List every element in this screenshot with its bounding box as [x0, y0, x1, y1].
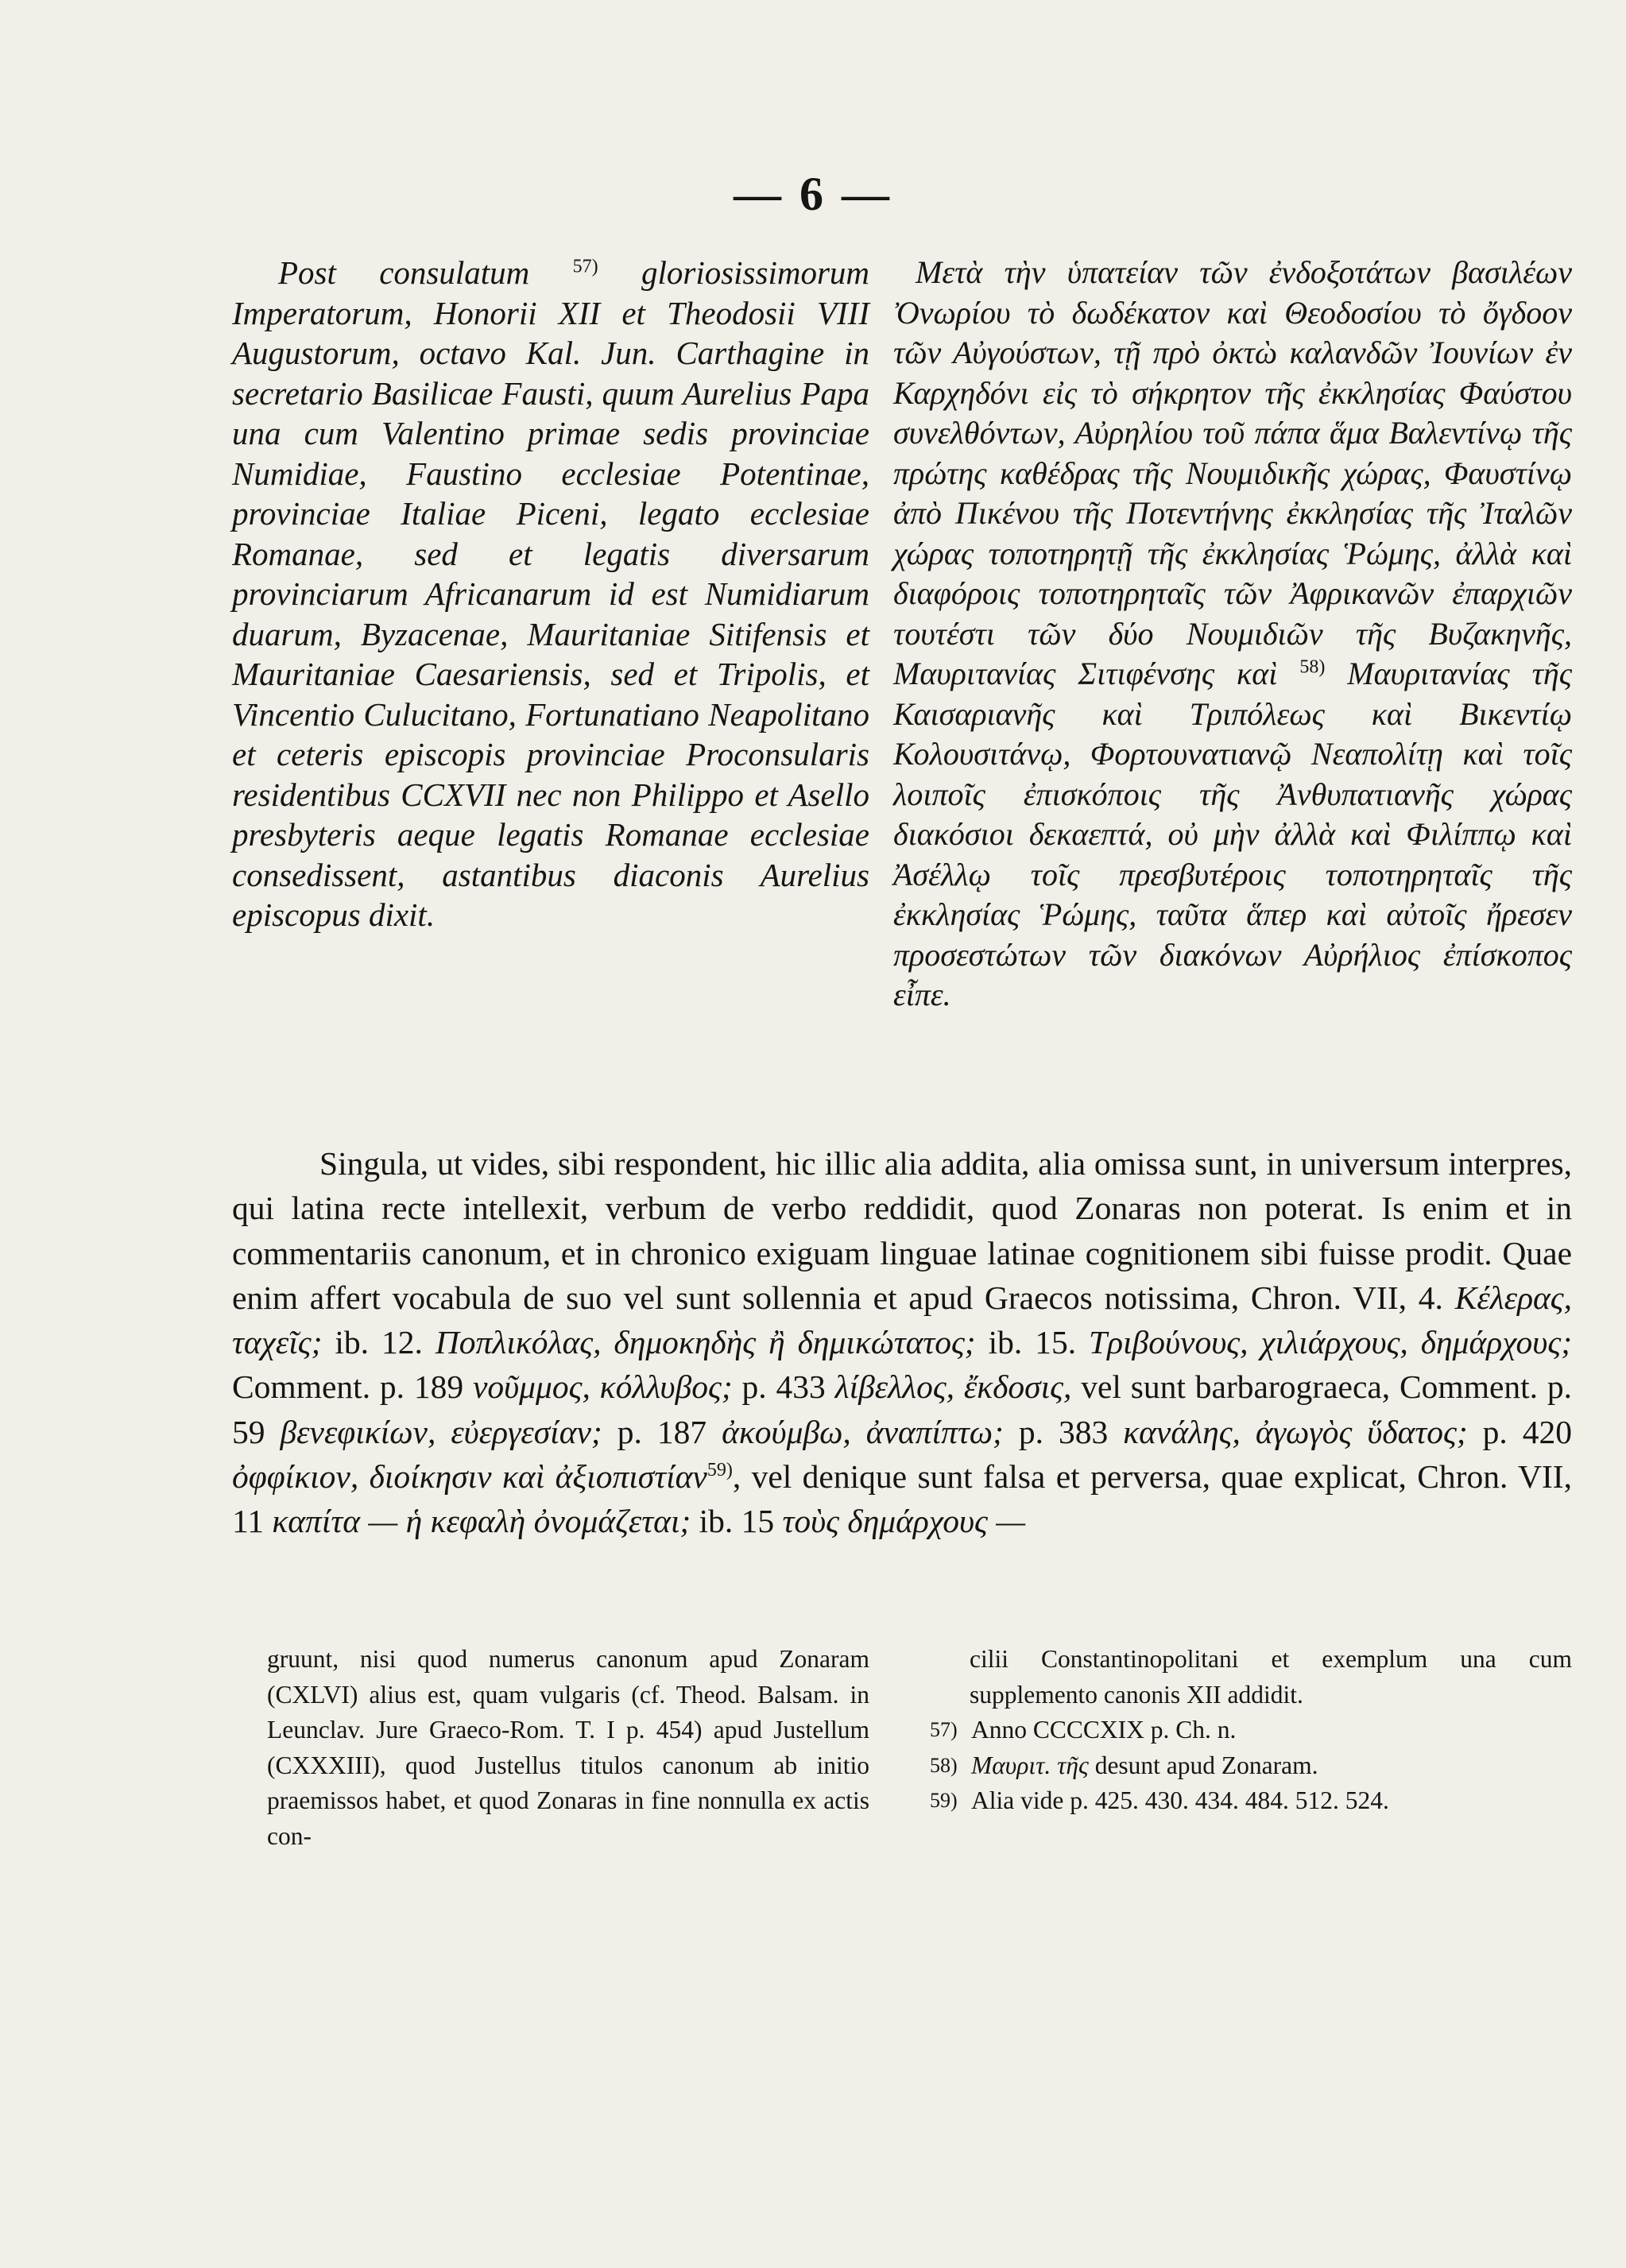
- body-segment: Comment. p. 189: [232, 1368, 464, 1406]
- footnote-mark: 59): [930, 1789, 958, 1812]
- body-segment: p. 383: [1018, 1413, 1109, 1450]
- footnote-ref-57[interactable]: 57): [572, 256, 598, 277]
- footnote-58: [930, 1748, 1572, 1784]
- footnote-59: [930, 1783, 1572, 1819]
- greek-paragraph: [893, 253, 1572, 1016]
- footnote-continuation-left: gruunt, nisi quod numerus canonum apud Zonaram (CXLVI) alius est, quam vulgaris (cf. Theod. Balsam. in Leunclav. Jure Graeco-Rom. T. I p. 454) apud Justellum (CXXXIII), quod Justellus titulos canonum ab initio praemissos habet, et quod Zonaras in fine nonnulla ex actis con-: [267, 1645, 869, 1850]
- body-segment: p. 433: [741, 1368, 826, 1406]
- greek-term: ὀφφίκιον, διοίκησιν καὶ ἀξιοπιστίαν: [232, 1458, 707, 1496]
- footnote-continuation-right: cilii Constantinopolitani et exemplum una cum supplemento canonis XII addidit.: [970, 1645, 1572, 1709]
- body-segment: , vel denique sunt falsa et perversa, quae explicat, Chron. VII, 11: [232, 1458, 1572, 1540]
- greek-term: καπίτα — ἡ κεφαλὴ ὀνομάζεται;: [272, 1503, 691, 1540]
- greek-term: Κέλερας, ταχεῖς;: [232, 1279, 1572, 1361]
- greek-term: Τριβούνους, χιλιάρχους, δημάρχους;: [1089, 1324, 1573, 1361]
- greek-term: τοὺς δημάρχους —: [782, 1503, 1026, 1540]
- greek-term: βενεφικίων, εὐεργεσίαν;: [280, 1413, 602, 1450]
- footnote-text: Anno CCCCXIX p. Ch. n.: [971, 1716, 1237, 1744]
- footnote-ref-58[interactable]: 58): [1299, 656, 1326, 678]
- greek-term: νοῦμμος, κόλλυβος;: [472, 1368, 733, 1406]
- greek-term: κανάλης, ἀγωγὸς ὕδατος;: [1123, 1413, 1468, 1450]
- footnote-mark: 57): [930, 1718, 958, 1741]
- body-segment: ib. 12.: [335, 1324, 423, 1361]
- greek-term: λίβελλος, ἔκδοσις,: [834, 1368, 1072, 1406]
- body-segment: vel sunt barbarograeca, Comment. p. 59: [232, 1368, 1573, 1450]
- footnote-text: Alia vide p. 425. 430. 434. 484. 512. 524.: [971, 1786, 1389, 1814]
- latin-column: [232, 253, 869, 935]
- latin-text-rest: gloriosissimorum Imperatorum, Honorii XII et Theodosii VIII Augustorum, octavo Kal. Jun. Carthagine in secretario Basilicae Fausti, quum Aurelius Papa una cum Valentino primae sedis provinciae Numidiae, Faustino ecclesiae Potentinae, provinciae Italiae Piceni, legato ecclesiae Romanae, sed et legatis diversarum provinciarum Africanarum id est Numidiarum duarum, Byzacenae, Mauritaniae Sitifensis et Mauritaniae Caesariensis, sed et Tripolis, et Vincentio Culucitano, Fortunatiano Neapolitano et ceteris episcopis provinciae Proconsularis residentibus CCXVII nec non Philippo et Asello presbyteris aeque legatis Romanae ecclesiae consedissent, astantibus diaconis Aurelius episcopus dixit.: [232, 254, 870, 933]
- body-segment: Singula, ut vides, sibi respondent, hic illic alia addita, alia omissa sunt, in universum interpres, qui latina recte intellexit, verbum de verbo reddidit, quod Zonaras non poterat. Is enim et in commentariis canonum, et in chronico exiguam linguae latinae cognitionem sibi fuisse prodit. Quae enim affert vocabula de suo vel sunt sollennia et apud Graecos notissima, Chron. VII, 4.: [232, 1145, 1572, 1316]
- footnote-mark: 58): [930, 1753, 958, 1777]
- page-number: — 6 —: [734, 168, 892, 220]
- commentary-text: [232, 1141, 1572, 1544]
- greek-term: ἀκούμβω, ἀναπίπτω;: [722, 1413, 1004, 1450]
- body-segment: ib. 15.: [988, 1324, 1077, 1361]
- greek-term: Ποπλικόλας, δημοκηδὴς ἢ δημικώτατος;: [435, 1324, 976, 1361]
- latin-text-start: Post consulatum: [278, 254, 530, 291]
- greek-column: [893, 253, 1572, 1016]
- greek-text-start: Μετὰ τὴν ὑπατείαν τῶν ἐνδοξοτάτων βασιλέων Ὀνωρίου τὸ δωδέκατον καὶ Θεοδοσίου τὸ ὄγδοον τῶν Αὐγούστων, τῇ πρὸ ὀκτὼ καλανδῶν Ἰουνίων ἐν Καρχηδόνι εἰς τὸ σήκρητον τῆς ἐκκλησίας Φαύστου συνελθόντων, Αὐρηλίου τοῦ πάπα ἅμα Βαλεντίνῳ τῆς πρώτης καθέδρας τῆς Νουμιδικῆς χώρας, Φαυστίνῳ ἀπὸ Πικένου τῆς Ποτεντήνης ἐκκλησίας τῆς Ἰταλῶν χώρας τοποτηρητῇ τῆς ἐκκλησίας Ῥώμης, ἀλλὰ καὶ διαφόροις τοποτηρηταῖς τῶν Ἀφρικανῶν ἐπαρχιῶν τουτέστι τῶν δύο Νουμιδιῶν τῆς Βυζακηνῆς, Μαυριτανίας Σιτιφένσης καὶ: [893, 254, 1572, 691]
- greek-text-rest: Μαυριτανίας τῆς Καισαριανῆς καὶ Τριπόλεως καὶ Βικεντίῳ Κολουσιτάνῳ, Φορτουνατιανῷ Νεαπολίτῃ καὶ τοῖς λοιποῖς ἐπισκόποις τῆς Ἀνθυπατιανῆς χώρας διακόσιοι δεκαεπτά, οὐ μὴν ἀλλὰ καὶ Φιλίππῳ καὶ Ἀσέλλῳ τοῖς πρεσβυτέροις τοποτηρηταῖς τῆς ἐκκλησίας Ῥώμης, ταῦτα ἅπερ καὶ αὐτοῖς ἤρεσεν προσεστώτων τῶν διακόνων Αὐρήλιος ἐπίσκοπος εἶπε.: [893, 656, 1572, 1012]
- footnote-text: desunt apud Zonaram.: [1094, 1751, 1318, 1779]
- footnote-greek: Μαυριτ. τῆς: [971, 1751, 1089, 1779]
- footnotes-left: [267, 1642, 869, 1854]
- footnote-ref-59[interactable]: 59): [707, 1460, 733, 1481]
- latin-paragraph: [232, 253, 869, 935]
- commentary-paragraph: [232, 1141, 1572, 1544]
- body-segment: p. 420: [1482, 1413, 1573, 1450]
- footnotes-right: [930, 1642, 1572, 1819]
- body-segment: ib. 15: [699, 1503, 775, 1540]
- footnote-57: [930, 1713, 1572, 1748]
- body-segment: p. 187: [617, 1413, 707, 1450]
